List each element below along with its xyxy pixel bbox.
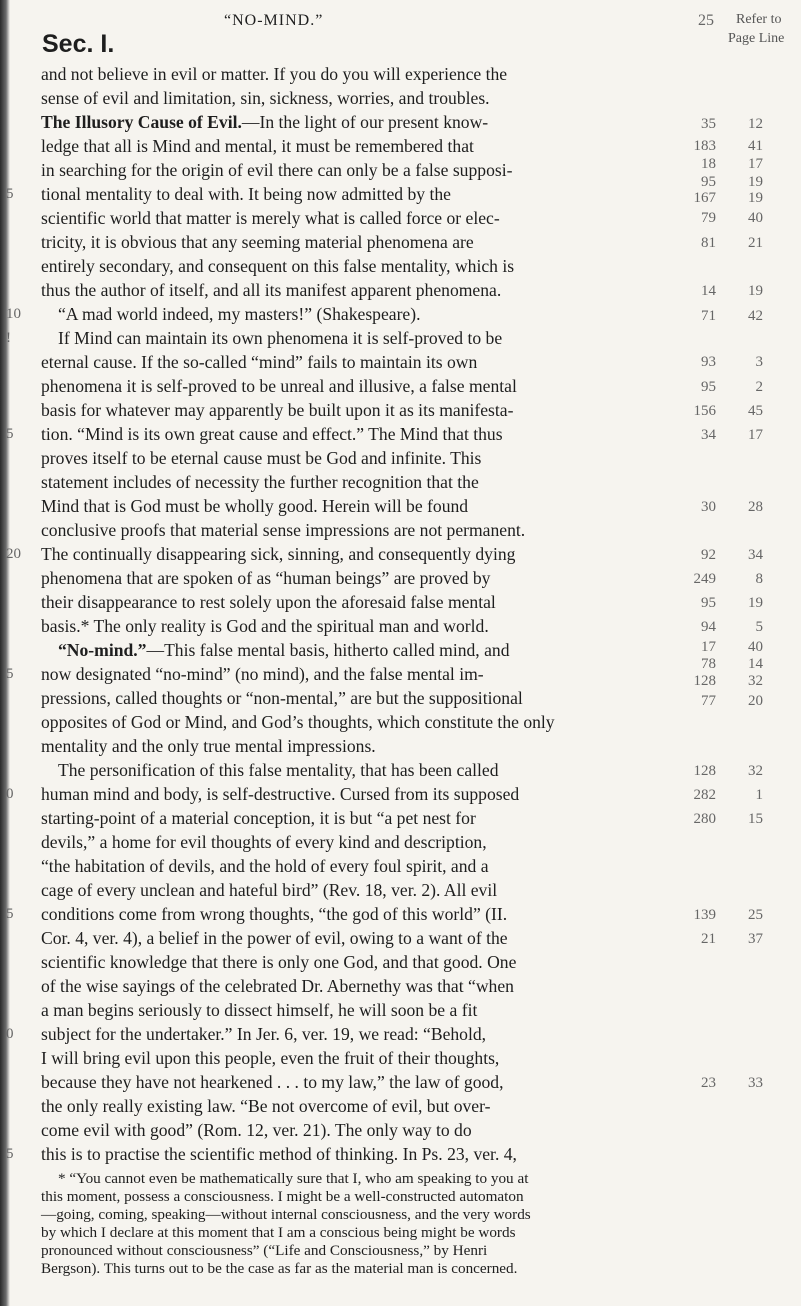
ref-line: 19 xyxy=(748,174,763,190)
ref-page: 282 xyxy=(693,787,716,803)
ref-page: 128 xyxy=(693,763,716,779)
ref-line: 19 xyxy=(748,190,763,206)
ref-page: 95 xyxy=(701,174,716,190)
margin-line-number: ! xyxy=(6,330,11,346)
body-line: I will bring evil upon this people, even the fruit of their thoughts, xyxy=(41,1048,500,1068)
ref-page: 95 xyxy=(701,595,716,611)
ref-line: 34 xyxy=(748,547,763,563)
margin-line-number: 10 xyxy=(6,306,21,322)
ref-page: 21 xyxy=(701,931,716,947)
body-line: now designated “no-mind” (no mind), and the false mental im- xyxy=(41,664,484,684)
ref-line: 17 xyxy=(748,427,763,443)
ref-page: 139 xyxy=(693,907,716,923)
quote-line: “A mad world indeed, my masters!” (Shakespeare). xyxy=(58,304,421,324)
ref-line: 12 xyxy=(748,116,763,132)
body-line: conclusive proofs that material sense impressions are not permanent. xyxy=(41,520,526,540)
ref-page: 34 xyxy=(701,427,716,443)
body-line: Mind that is God must be wholly good. Herein will be found xyxy=(41,496,469,516)
ref-line: 32 xyxy=(748,763,763,779)
ref-page: 30 xyxy=(701,499,716,515)
ref-page: 77 xyxy=(701,693,716,709)
body-line: devils,” a home for evil thoughts of every kind and description, xyxy=(41,832,487,852)
ref-page: 92 xyxy=(701,547,716,563)
body-line: tion. “Mind is its own great cause and effect.” The Mind that thus xyxy=(41,424,503,444)
margin-line-number: 5 xyxy=(6,426,14,442)
body-line: basis for whatever may apparently be built upon it as its manifesta- xyxy=(41,400,514,420)
ref-page: 183 xyxy=(693,138,716,154)
ref-line: 28 xyxy=(748,499,763,515)
body-line: human mind and body, is self-destructive. Cursed from its supposed xyxy=(41,784,520,804)
ref-line: 37 xyxy=(748,931,763,947)
ref-page: 156 xyxy=(693,403,716,419)
body-line: and not believe in evil or matter. If you do you will experience the xyxy=(41,64,508,84)
ref-line: 1 xyxy=(755,787,763,803)
body-line: pressions, called thoughts or “non-mental,” are but the suppositional xyxy=(41,688,523,708)
ref-line: 32 xyxy=(748,673,763,689)
ref-page: 14 xyxy=(701,283,716,299)
ref-line: 14 xyxy=(748,656,763,672)
ref-page: 35 xyxy=(701,116,716,132)
body-line: starting-point of a material conception, it is but “a pet nest for xyxy=(41,808,476,828)
margin-line-number: 0 xyxy=(6,1026,14,1042)
body-line: scientific world that matter is merely what is called force or elec- xyxy=(41,208,500,228)
ref-line: 33 xyxy=(748,1075,763,1091)
body-line: because they have not hearkened . . . to my law,” the law of good, xyxy=(41,1072,504,1092)
ref-line: 42 xyxy=(748,308,763,324)
ref-line: 5 xyxy=(755,619,763,635)
margin-line-number: 5 xyxy=(6,1146,14,1162)
ref-page: 167 xyxy=(693,190,716,206)
body-line: phenomena that are spoken of as “human beings” are proved by xyxy=(41,568,491,588)
body-line: basis.* The only reality is God and the spiritual man and world. xyxy=(41,616,489,636)
section-heading-illusory-rest: —In the light of our present know- xyxy=(241,112,489,132)
running-title: “NO-MIND.” xyxy=(224,12,324,29)
body-line: conditions come from wrong thoughts, “the god of this world” (II. xyxy=(41,904,508,924)
ref-page: 17 xyxy=(701,639,716,655)
footnote-line: —going, coming, speaking—without internal consciousness, and the very words xyxy=(41,1206,531,1223)
ref-line: 20 xyxy=(748,693,763,709)
body-line: scientific knowledge that there is only one God, and that good. One xyxy=(41,952,517,972)
ref-line: 45 xyxy=(748,403,763,419)
section-heading-nomind: “No-mind.” xyxy=(58,640,147,660)
body-line: cage of every unclean and hateful bird” (Rev. 18, ver. 2). All evil xyxy=(41,880,498,900)
body-line: their disappearance to rest solely upon the aforesaid false mental xyxy=(41,592,496,612)
ref-line: 15 xyxy=(748,811,763,827)
ref-line: 19 xyxy=(748,283,763,299)
ref-page: 18 xyxy=(701,156,716,172)
refer-to-heading: Refer to xyxy=(736,12,782,27)
body-line: mentality and the only true mental impressions. xyxy=(41,736,376,756)
ref-line: 19 xyxy=(748,595,763,611)
footnote-line: Bergson). This turns out to be the case as far as the material man is concerned. xyxy=(41,1260,518,1277)
body-line: phenomena it is self-proved to be unreal and illusive, a false mental xyxy=(41,376,517,396)
margin-line-number: 5 xyxy=(6,906,14,922)
ref-page: 280 xyxy=(693,811,716,827)
ref-page: 81 xyxy=(701,235,716,251)
footnote-line: by which I declare at this moment that I am a conscious being might be words xyxy=(41,1224,516,1241)
ref-page: 78 xyxy=(701,656,716,672)
section-heading-illusory: The Illusory Cause of Evil. xyxy=(41,112,242,132)
section-label: Sec. I. xyxy=(42,30,115,58)
body-line: this is to practise the scientific method of thinking. In Ps. 23, ver. 4, xyxy=(41,1144,517,1164)
margin-line-number: 20 xyxy=(6,546,21,562)
body-line: “the habitation of devils, and the hold of every foul spirit, and a xyxy=(41,856,489,876)
ref-page: 94 xyxy=(701,619,716,635)
ref-line: 25 xyxy=(748,907,763,923)
body-line: tricity, it is obvious that any seeming material phenomena are xyxy=(41,232,474,252)
ref-line: 2 xyxy=(755,379,763,395)
body-line: a man begins seriously to dissect himself, he will soon be a fit xyxy=(41,1000,478,1020)
ref-line: 17 xyxy=(748,156,763,172)
margin-line-number: 5 xyxy=(6,666,14,682)
body-line: eternal cause. If the so-called “mind” fails to maintain its own xyxy=(41,352,478,372)
ref-page: 23 xyxy=(701,1075,716,1091)
ref-line: 3 xyxy=(755,354,763,370)
ref-page: 249 xyxy=(693,571,716,587)
body-line: the only really existing law. “Be not overcome of evil, but over- xyxy=(41,1096,491,1116)
body-line: tional mentality to deal with. It being now admitted by the xyxy=(41,184,451,204)
body-line: opposites of God or Mind, and God’s thoughts, which constitute the only xyxy=(41,712,555,732)
heading-line-illusory xyxy=(41,110,488,134)
page-number: 25 xyxy=(698,12,714,29)
ref-line: 8 xyxy=(755,571,763,587)
body-line: proves itself to be eternal cause must be God and infinite. This xyxy=(41,448,482,468)
footnote-line: * “You cannot even be mathematically sure that I, who am speaking to you at xyxy=(58,1170,529,1187)
ref-page: 128 xyxy=(693,673,716,689)
body-line: in searching for the origin of evil there can only be a false supposi- xyxy=(41,160,513,180)
section-heading-nomind-rest: —This false mental basis, hitherto called mind, and xyxy=(146,640,510,660)
footnote-line: pronounced without consciousness” (“Life and Consciousness,” by Henri xyxy=(41,1242,488,1259)
body-line: of the wise sayings of the celebrated Dr. Abernethy was that “when xyxy=(41,976,514,996)
body-line: The personification of this false mentality, that has been called xyxy=(58,760,499,780)
body-line: Cor. 4, ver. 4), a belief in the power of evil, owing to a want of the xyxy=(41,928,508,948)
ref-page: 93 xyxy=(701,354,716,370)
ref-line: 41 xyxy=(748,138,763,154)
footnote-line: this moment, possess a consciousness. I might be a well-constructed automaton xyxy=(41,1188,524,1205)
ref-line: 21 xyxy=(748,235,763,251)
body-line: thus the author of itself, and all its manifest apparent phenomena. xyxy=(41,280,502,300)
body-line: If Mind can maintain its own phenomena it is self-proved to be xyxy=(58,328,503,348)
ref-page: 95 xyxy=(701,379,716,395)
ref-page: 79 xyxy=(701,210,716,226)
margin-line-number: 5 xyxy=(6,186,14,202)
body-line: entirely secondary, and consequent on this false mentality, which is xyxy=(41,256,515,276)
body-line: subject for the undertaker.” In Jer. 6, ver. 19, we read: “Behold, xyxy=(41,1024,487,1044)
ref-line: 40 xyxy=(748,639,763,655)
ref-line: 40 xyxy=(748,210,763,226)
body-line: come evil with good” (Rom. 12, ver. 21). The only way to do xyxy=(41,1120,472,1140)
ref-page: 71 xyxy=(701,308,716,324)
heading-line-nomind xyxy=(58,638,510,662)
margin-line-number: 0 xyxy=(6,786,14,802)
body-line: ledge that all is Mind and mental, it must be remembered that xyxy=(41,136,474,156)
page-line-heading: Page Line xyxy=(728,31,785,46)
body-line: sense of evil and limitation, sin, sickness, worries, and troubles. xyxy=(41,88,490,108)
body-line: statement includes of necessity the further recognition that the xyxy=(41,472,479,492)
body-line: The continually disappearing sick, sinning, and consequently dying xyxy=(41,544,516,564)
